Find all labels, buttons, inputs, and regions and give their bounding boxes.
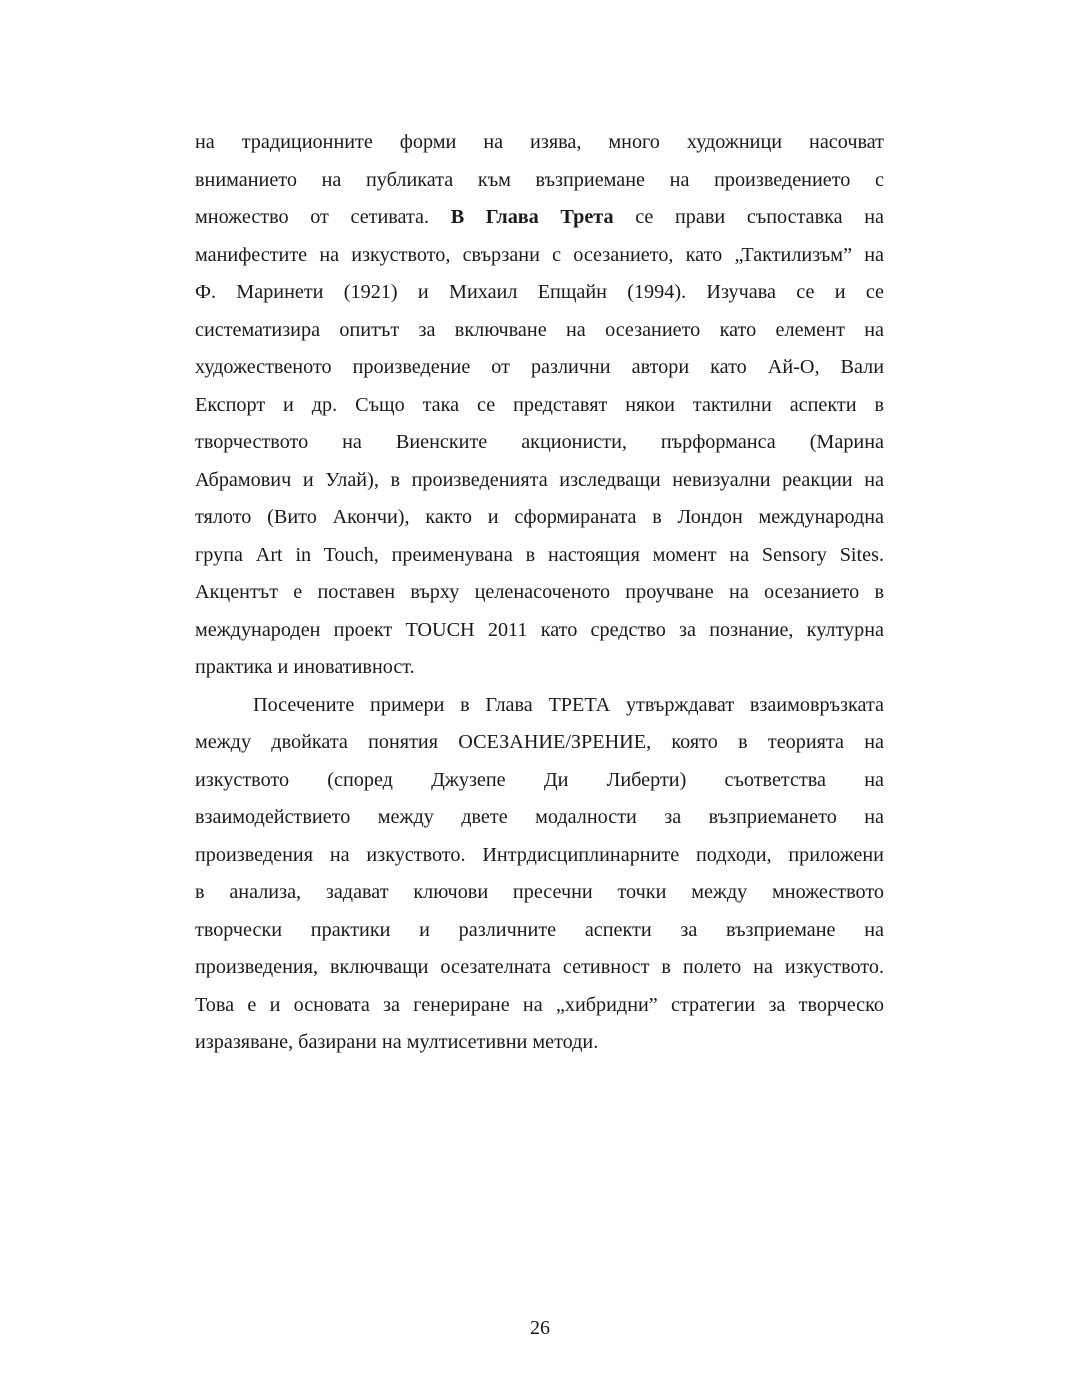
text-line: международен проект TOUCH 2011 като средство за познание, културна xyxy=(195,618,884,641)
text-line: Посечените примери в Глава ТРЕТА утвърждават взаимовръзката xyxy=(253,693,884,716)
text-line: в анализа, задават ключови пресечни точки между множеството xyxy=(195,881,884,903)
page-number: 26 xyxy=(530,1317,550,1339)
text-line: манифестите на изкуството, свързани с осезанието, като „Тактилизъм” на xyxy=(195,243,884,266)
text-line: Това е и основата за генериране на „хибридни” стратегии за творческо xyxy=(195,993,884,1016)
paragraph-1 xyxy=(195,124,884,687)
text-line: вниманието на публиката към възприемане на произведението с xyxy=(195,168,884,191)
text-line: художественото произведение от различни автори като Ай-О, Вали xyxy=(195,356,884,378)
text-line xyxy=(195,199,884,237)
text-line: Ф. Маринети (1921) и Михаил Епщайн (1994). Изучава се и се xyxy=(195,281,884,303)
text-line: изкуството (според Джузепе Ди Либерти) съответства на xyxy=(195,768,884,791)
text-line: произведения, включващи осезателната сетивност в полето на изкуството. xyxy=(195,956,884,978)
text-line: творчески практики и различните аспекти за възприемане на xyxy=(195,918,884,941)
text-line: Акцентът е поставен върху целенасоченото проучване на осезанието в xyxy=(195,581,884,603)
paragraph-2 xyxy=(195,687,884,1062)
text-line: Абрамович и Улай), в произведенията изследващи невизуални реакции на xyxy=(195,468,884,491)
text-run: множество от сетивата. xyxy=(195,206,451,228)
text-line: практика и иновативност. xyxy=(195,656,415,678)
text-line: изразяване, базирани на мултисетивни методи. xyxy=(195,1031,599,1053)
text-line: произведения на изкуството. Интрдисциплинарните подходи, приложени xyxy=(195,843,884,866)
text-line: систематизира опитът за включване на осезанието като елемент на xyxy=(195,318,884,341)
body-text xyxy=(195,124,884,1062)
text-line: взаимодействието между двете модалности за възприемането на xyxy=(195,806,884,828)
text-line: тялото (Вито Акончи), както и сформираната в Лондон международна xyxy=(195,506,884,528)
text-line: между двойката понятия ОСЕЗАНИЕ/ЗРЕНИЕ, която в теорията на xyxy=(195,731,884,753)
chapter-reference-bold: В Глава Трета xyxy=(450,206,614,228)
text-run: се прави съпоставка на xyxy=(613,206,884,228)
text-line: творчеството на Виенските акционисти, пърформанса (Марина xyxy=(195,431,884,453)
text-line: Експорт и др. Също така се представят някои тактилни аспекти в xyxy=(195,393,884,416)
text-line: на традиционните форми на изява, много художници насочват xyxy=(195,131,884,153)
text-line: група Art in Touch, преименувана в настоящия момент на Sensory Sites. xyxy=(195,543,884,566)
